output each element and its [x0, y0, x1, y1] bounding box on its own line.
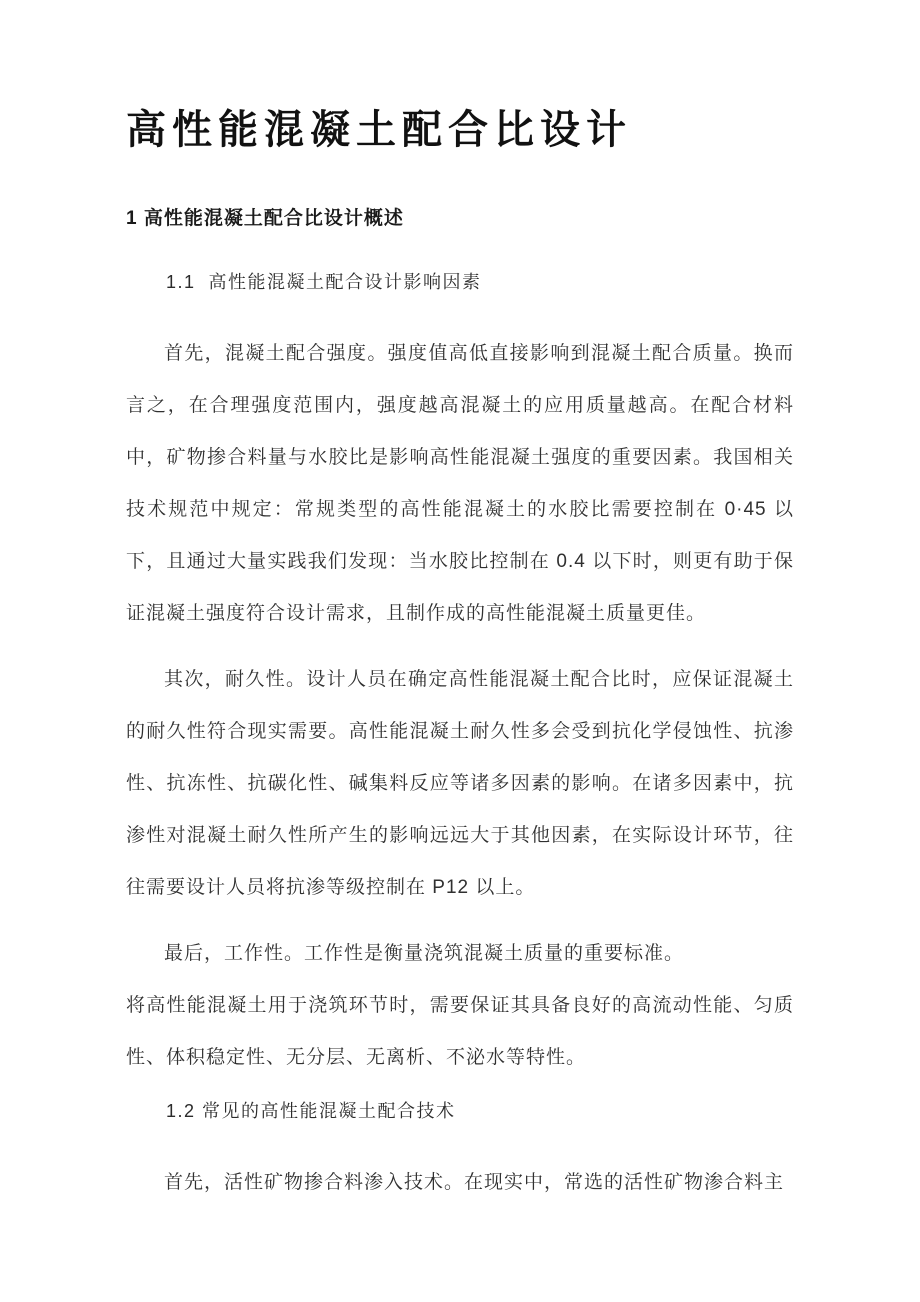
doc-title: 高性能混凝土配合比设计	[126, 107, 632, 152]
paragraph-mineral-admixture: 首先，活性矿物掺合料渗入技术。在现实中，常选的活性矿物渗合料主	[164, 1171, 785, 1193]
section-1-heading: 1 高性能混凝土配合比设计概述	[126, 208, 404, 229]
paragraph-durability: 其次，耐久性。设计人员在确定高性能混凝土配合比时，应保证混凝土的耐久性符合现实需要。高性能混凝土耐久性多会受到抗化学侵蚀性、抗渗性、抗冻性、抗碳化性、碱集料反应等诸多因素的影响。在诸多因素中，抗渗性对混凝土耐久性所产生的影响远远大于其他因素，在实际设计环节，往往需要设计人员将抗渗等级控制在 P12 以上。	[126, 668, 794, 898]
paragraph-workability-line1: 最后，工作性。工作性是衡量浇筑混凝土质量的重要标准。	[164, 942, 685, 964]
paragraph-strength: 首先，混凝土配合强度。强度值高低直接影响到混凝土配合质量。换而言之，在合理强度范围内，强度越高混凝土的应用质量越高。在配合材料中，矿物掺合料量与水胶比是影响高性能混凝土强度的重要因素。我国相关技术规范中规定：常规类型的高性能混凝土的水胶比需要控制在 0·45 以下，且通过大量实践我们发现：当水胶比控制在 0.4 以下时，则更有助于保证混凝土强度符合设计需求，且制作成的高性能混凝土质量更佳。	[126, 342, 794, 624]
subsection-1-1-heading: 1.1 高性能混凝土配合设计影响因素	[166, 271, 482, 292]
subsection-1-2-heading: 1.2 常见的高性能混凝土配合技术	[166, 1100, 456, 1121]
paragraph-workability-line2: 将高性能混凝土用于浇筑环节时，需要保证其具备良好的高流动性能、匀质性、体积稳定性、无分层、无离析、不泌水等特性。	[126, 994, 794, 1068]
